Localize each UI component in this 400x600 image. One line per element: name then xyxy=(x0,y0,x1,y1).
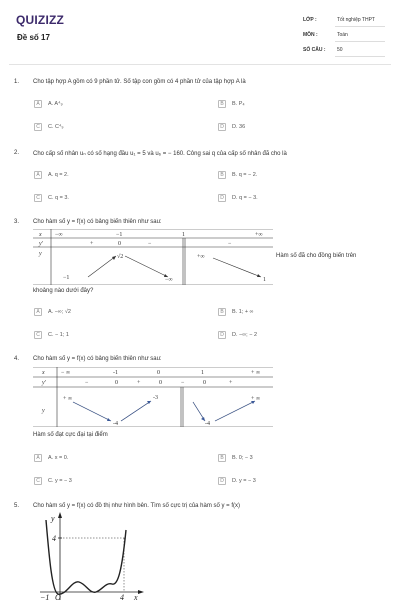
answer-option[interactable] xyxy=(34,192,69,203)
option-text: A. −∞; √2 xyxy=(48,308,71,315)
answer-option[interactable] xyxy=(34,475,72,486)
derivative-sign: 0 xyxy=(118,241,121,247)
row-label-x: x xyxy=(42,370,45,376)
x-value: −1 xyxy=(116,232,123,238)
option-letter-box: C xyxy=(34,477,42,485)
option-letter-box: D xyxy=(218,331,226,339)
meta-value: 50 xyxy=(337,47,343,53)
answer-option[interactable] xyxy=(218,475,256,486)
option-letter-box: A xyxy=(34,171,42,179)
derivative-sign: − xyxy=(148,241,152,247)
option-letter-box: C xyxy=(34,194,42,202)
x-value: 0 xyxy=(157,370,160,376)
option-text: C. q = 3. xyxy=(48,194,69,201)
function-curve xyxy=(46,520,126,594)
answer-option[interactable] xyxy=(218,306,254,317)
meta-label: LỚP : xyxy=(303,17,317,23)
row-label-x: x xyxy=(39,232,42,238)
y-value: +∞ xyxy=(197,254,205,260)
option-text: A. q = 2. xyxy=(48,171,69,178)
y-axis-arrow xyxy=(58,512,62,518)
y-value: −∞ xyxy=(165,277,173,283)
option-letter-box: A xyxy=(34,454,42,462)
x-value: 1 xyxy=(201,370,204,376)
question-side-note: Hàm số đã cho đồng biến trên xyxy=(276,253,357,259)
y-value: 1 xyxy=(263,277,266,283)
option-letter-box: B xyxy=(218,454,226,462)
question-number: 1. xyxy=(14,79,20,85)
variation-table xyxy=(33,367,273,427)
option-letter-box: D xyxy=(218,477,226,485)
y-value: −1 xyxy=(63,275,70,281)
option-text: D. q = − 3. xyxy=(232,194,258,201)
option-letter-box: D xyxy=(218,123,226,131)
option-letter-box: B xyxy=(218,171,226,179)
y-value: √2 xyxy=(117,254,124,260)
option-text: D. −∞; − 2 xyxy=(232,331,258,338)
question-number: 2. xyxy=(14,150,20,156)
question-number: 3. xyxy=(14,219,20,225)
option-letter-box: B xyxy=(218,100,226,108)
question-number: 4. xyxy=(14,356,20,362)
row-label-yp: y′ xyxy=(39,241,43,247)
question-text: Hàm số đạt cực đại tại điểm xyxy=(33,432,108,438)
derivative-sign: + xyxy=(90,241,94,247)
row-label-y: y xyxy=(39,251,42,257)
origin-label: O xyxy=(55,593,61,600)
question-text: Cho hàm số y = f(x) có đồ thị như hình bên. Tìm số cực trị của hàm số y = f(x) xyxy=(33,503,241,509)
option-text: B. P₄ xyxy=(232,100,245,107)
question-text: Cho hàm số y = f(x) có bảng biến thiên như sau: xyxy=(33,356,162,362)
answer-option[interactable] xyxy=(34,452,68,463)
derivative-sign: 0 xyxy=(203,380,206,386)
y-value: + ∞ xyxy=(251,396,261,402)
x-value: − ∞ xyxy=(61,370,71,376)
y-value: -4 xyxy=(205,421,210,427)
question-text: khoảng nào dưới đây? xyxy=(33,288,94,294)
variation-table xyxy=(33,229,273,285)
option-letter-box: C xyxy=(34,123,42,131)
option-text: C. C⁴₉ xyxy=(48,123,64,130)
option-text: B. q = − 2. xyxy=(232,171,258,178)
y-axis-label: y xyxy=(51,514,55,523)
derivative-sign: 0 xyxy=(115,380,118,386)
meta-value: Toán xyxy=(337,32,348,38)
x-tick-label: −1 xyxy=(40,593,50,600)
question-text: Cho cấp số nhân uₙ có số hạng đầu u₁ = 5 và u₆ = − 160. Công sai q của cấp số nhân đã cho là xyxy=(33,151,287,157)
meta-label: SỐ CÂU : xyxy=(303,47,326,53)
option-letter-box: A xyxy=(34,308,42,316)
derivative-sign: − xyxy=(85,380,89,386)
meta-label: MÔN : xyxy=(303,32,318,38)
meta-underline xyxy=(335,56,385,57)
answer-option[interactable] xyxy=(218,121,245,132)
question-number: 5. xyxy=(14,503,20,509)
meta-value: Tốt nghiệp THPT xyxy=(337,17,375,23)
question-text: Cho hàm số y = f(x) có bảng biến thiên như sau: xyxy=(33,219,162,225)
x-value: -1 xyxy=(113,370,118,376)
x-value: −∞ xyxy=(55,232,63,238)
derivative-sign: + xyxy=(137,380,141,386)
y-value: -4 xyxy=(113,421,118,427)
header-divider xyxy=(9,64,391,65)
answer-option[interactable] xyxy=(34,329,69,340)
option-text: C. − 1; 1 xyxy=(48,331,69,338)
question-text: Cho tập hợp A gồm có 9 phần tử. Số tập con gồm có 4 phần tử của tập hợp A là xyxy=(33,79,246,85)
answer-option[interactable] xyxy=(218,452,253,463)
page-title: Đề số 17 xyxy=(17,33,50,42)
x-axis-label: x xyxy=(134,593,138,600)
function-graph xyxy=(36,510,146,600)
meta-underline xyxy=(335,26,385,27)
option-text: B. 0; − 3 xyxy=(232,454,253,461)
quizizz-logo: QUIZIZZ xyxy=(16,13,65,27)
option-text: A. A⁴₉ xyxy=(48,100,63,107)
option-letter-box: A xyxy=(34,100,42,108)
option-text: B. 1; + ∞ xyxy=(232,308,254,315)
answer-option[interactable] xyxy=(34,98,63,109)
answer-option[interactable] xyxy=(218,192,258,203)
x-value: +∞ xyxy=(255,232,263,238)
row-label-yp: y′ xyxy=(42,380,46,386)
derivative-sign: + xyxy=(229,380,233,386)
option-letter-box: C xyxy=(34,331,42,339)
answer-option[interactable] xyxy=(218,169,257,180)
meta-underline xyxy=(335,41,385,42)
y-value: + ∞ xyxy=(63,396,73,402)
answer-option[interactable] xyxy=(218,329,257,340)
y-tick-label: 4 xyxy=(52,534,56,543)
option-letter-box: D xyxy=(218,194,226,202)
y-value: -3 xyxy=(153,395,158,401)
derivative-sign: 0 xyxy=(159,380,162,386)
answer-option[interactable] xyxy=(34,306,71,317)
option-letter-box: B xyxy=(218,308,226,316)
answer-option[interactable] xyxy=(218,98,245,109)
answer-option[interactable] xyxy=(34,169,69,180)
answer-option[interactable] xyxy=(34,121,64,132)
derivative-sign: − xyxy=(181,380,185,386)
x-tick-label: 4 xyxy=(120,593,124,600)
option-text: A. x = 0. xyxy=(48,454,69,461)
x-value: 1 xyxy=(182,232,185,238)
option-text: C. y = − 3 xyxy=(48,477,72,484)
option-text: D. 36 xyxy=(232,123,246,130)
derivative-sign: − xyxy=(228,241,232,247)
x-axis-arrow xyxy=(138,590,144,594)
row-label-y: y xyxy=(42,408,45,414)
x-value: + ∞ xyxy=(251,370,261,376)
option-text: D. y = − 3 xyxy=(232,477,256,484)
